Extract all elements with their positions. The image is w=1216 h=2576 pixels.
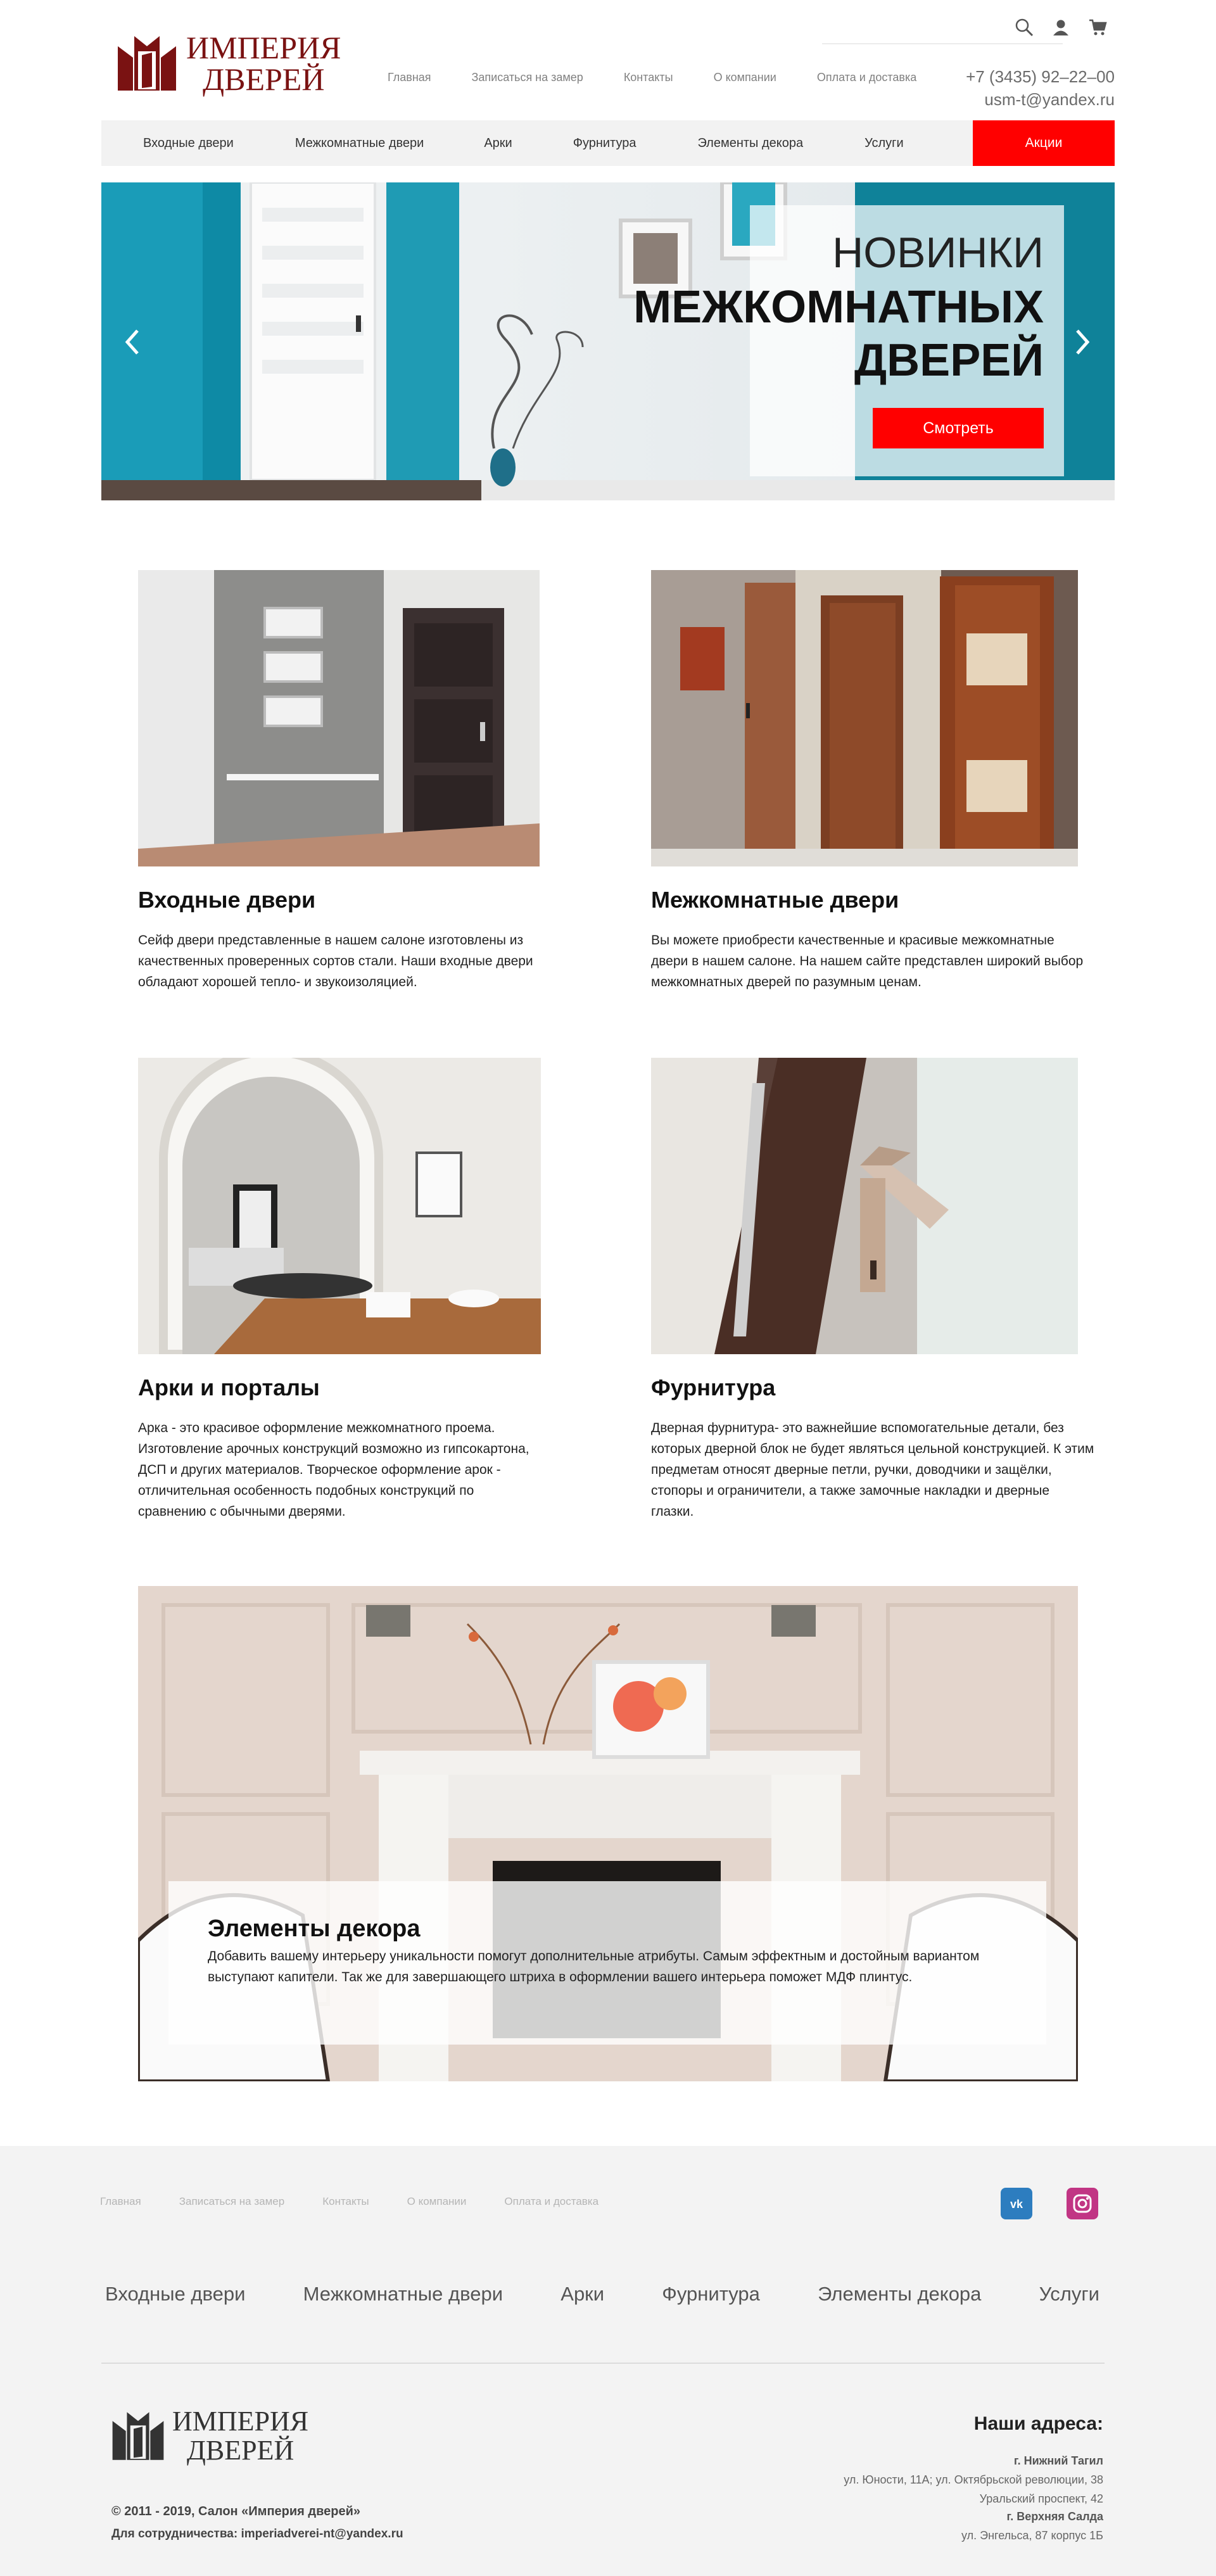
svg-text:vk: vk: [1010, 2198, 1023, 2211]
footer-category-decor[interactable]: Элементы декора: [818, 2283, 982, 2305]
top-nav-delivery[interactable]: Оплата и доставка: [816, 71, 917, 84]
address-block-nizhny-tagil: [749, 2451, 1103, 2508]
addresses-title: Наши адреса:: [973, 2413, 1103, 2434]
top-nav: [388, 71, 957, 84]
search-icon[interactable]: [1013, 16, 1035, 38]
product-image-interior-doors[interactable]: [651, 570, 1078, 866]
decor-title[interactable]: Элементы декора: [208, 1915, 421, 1942]
footer-nav-delivery[interactable]: Оплата и доставка: [504, 2195, 599, 2207]
product-title-interior-doors[interactable]: Межкомнатные двери: [651, 887, 899, 913]
footer-categories: [105, 2283, 1099, 2306]
top-nav-about[interactable]: О компании: [713, 71, 776, 84]
top-nav-contacts[interactable]: Контакты: [623, 71, 673, 84]
cart-icon[interactable]: [1087, 16, 1108, 38]
footer-nav-about[interactable]: О компании: [407, 2195, 467, 2207]
product-title-hardware[interactable]: Фурнитура: [651, 1374, 776, 1400]
footer-logo-line-1: ИМПЕРИЯ: [172, 2406, 309, 2437]
top-nav-home[interactable]: Главная: [388, 71, 431, 84]
address-line: ул. Юности, 11А; ул. Октябрьской революции, 38: [844, 2473, 1103, 2486]
search-field-line[interactable]: [822, 43, 1063, 44]
logo-text: [186, 32, 341, 95]
contact-email[interactable]: usm-t@yandex.ru: [984, 90, 1115, 109]
footer-nav-measure[interactable]: Записаться на замер: [179, 2195, 285, 2207]
hero-title-line1: НОВИНКИ: [832, 229, 1044, 277]
hero-view-button[interactable]: Смотреть: [873, 408, 1044, 448]
product-desc-hardware: Дверная фурнитура- это важнейшие вспомогательные детали, без которых дверной блок не будет являться цельной конструкцией. К этим предметам относят дверные петли, ручки, доводчики и защёлки, стопоры и ограничители, а также замочные накладки и дверные глазки.: [651, 1421, 1094, 1519]
product-title-arches[interactable]: Арки и порталы: [138, 1374, 320, 1400]
footer-logo[interactable]: [109, 2407, 308, 2465]
site-logo[interactable]: [114, 25, 355, 101]
address-block-verkhnyaya-salda: [749, 2507, 1103, 2545]
cooperation-contact: [111, 2527, 403, 2541]
decor-desc: Добавить вашему интерьеру уникальности помогут дополнительные атрибуты. Самым эффектным и достойным вариантом выступают капители. Так же для завершающего штриха в оформлении вашего интерьера поможет МДФ плинтус.: [208, 1949, 980, 1984]
footer-category-services[interactable]: Услуги: [1039, 2283, 1099, 2305]
footer-category-hardware[interactable]: Фурнитура: [662, 2283, 760, 2305]
address-city: г. Верхняя Салда: [1006, 2510, 1103, 2523]
category-bar: [101, 120, 1115, 166]
top-nav-measure[interactable]: Записаться на замер: [471, 71, 583, 84]
logo-line-2: ДВЕРЕЙ: [203, 61, 325, 97]
footer-divider: [101, 2363, 1105, 2364]
chevron-right-icon: [1075, 328, 1091, 356]
category-interior-doors[interactable]: Межкомнатные двери: [294, 136, 424, 150]
copyright: © 2011 - 2019, Салон «Империя дверей»: [111, 2504, 361, 2518]
product-desc-interior-doors: Вы можете приобрести качественные и красивые межкомнатные двери в нашем салоне. На нашем сайте представлен широкий выбор межкомнатных дверей по разумным ценам.: [651, 933, 1084, 989]
footer-nav: [100, 2195, 636, 2208]
footer-category-entrance-doors[interactable]: Входные двери: [105, 2283, 246, 2305]
product-image-hardware[interactable]: [651, 1058, 1078, 1354]
promo-button[interactable]: Акции: [973, 120, 1115, 166]
footer-logo-text: [172, 2407, 308, 2465]
category-entrance-doors[interactable]: Входные двери: [143, 136, 234, 150]
hero-title-line3: ДВЕРЕЙ: [854, 335, 1044, 386]
hero-title-line2: МЕЖКОМНАТНЫХ: [633, 282, 1044, 333]
hero-prev-arrow[interactable]: [119, 323, 144, 361]
header-icons: [1013, 16, 1108, 38]
address-line: ул. Энгельса, 87 корпус 1Б: [961, 2529, 1103, 2542]
category-services[interactable]: Услуги: [864, 136, 904, 150]
product-image-arches[interactable]: [138, 1058, 541, 1354]
user-icon[interactable]: [1050, 16, 1072, 38]
category-decor[interactable]: Элементы декора: [697, 136, 804, 150]
product-image-entrance-doors[interactable]: [138, 570, 540, 866]
address-city: г. Нижний Тагил: [1013, 2454, 1103, 2467]
cooperation-label: Для сотрудничества:: [111, 2527, 238, 2541]
crown-logo-icon: [114, 32, 180, 94]
hero-next-arrow[interactable]: [1070, 323, 1096, 361]
crown-logo-icon: [109, 2409, 167, 2463]
footer-logo-line-2: ДВЕРЕЙ: [186, 2435, 294, 2466]
footer-nav-contacts[interactable]: Контакты: [322, 2195, 369, 2207]
product-title-entrance-doors[interactable]: Входные двери: [138, 887, 316, 913]
chevron-left-icon: [124, 328, 140, 356]
phone-number[interactable]: +7 (3435) 92–22–00: [966, 67, 1115, 86]
cooperation-email[interactable]: imperiadverei-nt@yandex.ru: [241, 2527, 403, 2541]
product-desc-entrance-doors: Сейф двери представленные в нашем салоне изготовлены из качественных проверенных сортов стали. Наши входные двери обладают хорошей тепло- и звукоизоляцией.: [138, 933, 533, 989]
address-line: Уральский проспект, 42: [979, 2492, 1103, 2505]
footer-category-interior-doors[interactable]: Межкомнатные двери: [303, 2283, 504, 2305]
category-hardware[interactable]: Фурнитура: [573, 136, 636, 150]
instagram-icon[interactable]: [1067, 2188, 1098, 2219]
vk-icon[interactable]: [1001, 2188, 1032, 2219]
product-desc-arches: Арка - это красивое оформление межкомнатного проема. Изготовление арочных конструкций возможно из гипсокартона, ДСП и других материалов. Творческое оформление арок - отличительная особенность подобных конструкций по сравнению с обычными дверями.: [138, 1421, 529, 1519]
logo-line-1: ИМПЕРИЯ: [186, 30, 341, 65]
category-arches[interactable]: Арки: [484, 136, 512, 150]
footer-category-arches[interactable]: Арки: [560, 2283, 605, 2305]
footer-nav-home[interactable]: Главная: [100, 2195, 141, 2207]
